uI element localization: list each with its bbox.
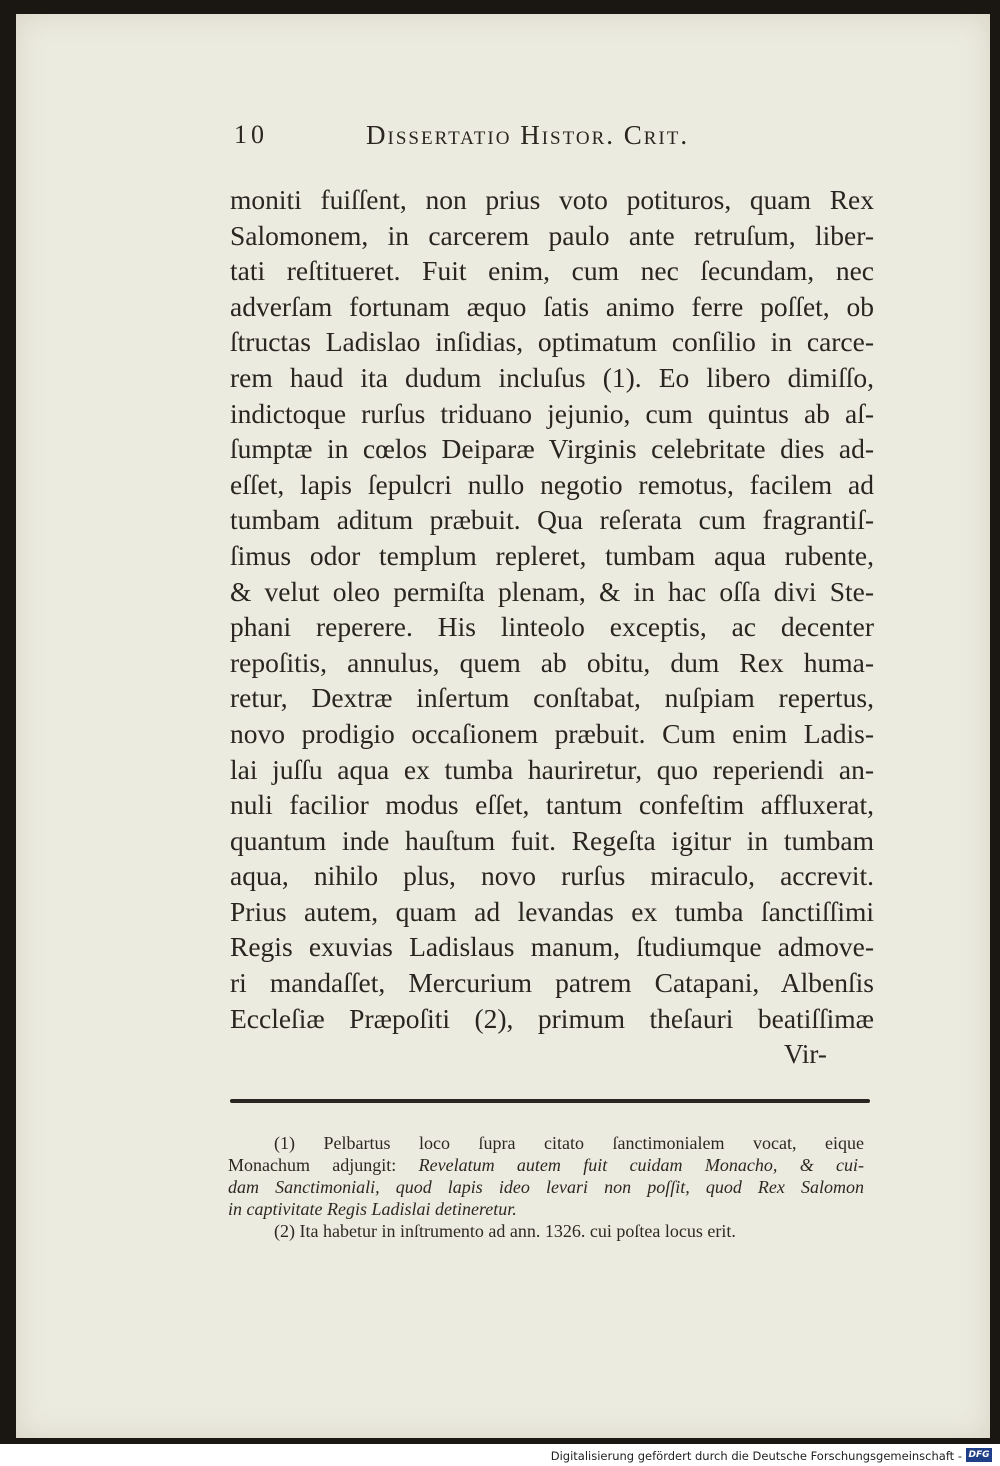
text-line: ſtructas Ladislao inſidias, optimatum conſilio in carce- (230, 326, 874, 358)
text-line: ſimus odor templum repleret, tumbam aqua rubente, (230, 539, 874, 571)
running-head-title: Dissertatio Histor. Crit. (366, 120, 690, 150)
text-line: ri mandaſſet, Mercurium patrem Catapani, Albenſis (230, 967, 874, 999)
footnote-1-line (228, 1154, 864, 1176)
text-line: aqua, nihilo plus, novo rurſus miraculo, accrevit. (230, 860, 874, 892)
main-text (230, 182, 874, 1036)
footnote-1-line: in captivitate Regis Ladislai detineretur. (228, 1199, 517, 1219)
text-line: rem haud ita dudum incluſus (1). Eo libero dimiſſo, (230, 361, 874, 393)
text-line: lai juſſu aqua ex tumba hauriretur, quo reperiendi an- (230, 753, 874, 785)
text-line: novo prodigio occaſionem præbuit. Cum enim Ladis- (230, 717, 874, 749)
footnote-1-quote: Revelatum autem fuit cuidam Monacho, & cui- (418, 1155, 864, 1175)
text-line: adverſam fortunam æquo ſatis animo ferre poſſet, ob (230, 290, 874, 322)
text-line: eſſet, lapis ſepulcri nullo negotio remotus, facilem ad (230, 468, 874, 500)
footnote-divider (230, 1099, 870, 1103)
text-line: tati reſtitueret. Fuit enim, cum nec ſecundam, nec (230, 255, 874, 287)
footnotes (228, 1132, 864, 1242)
running-head (234, 120, 874, 160)
text-line: retur, Dextræ inſertum conſtabat, nuſpiam repertus, (230, 682, 874, 714)
text-line: & velut oleo permiſta plenam, & in hac oſſa divi Ste- (230, 575, 874, 607)
page-number: 10 (234, 120, 268, 149)
text-line: repoſitis, annulus, quem ab obitu, dum Rex huma- (230, 646, 874, 678)
digitization-credit: Digitalisierung gefördert durch die Deutsche Forschungsgemeinschaft - (550, 1449, 962, 1463)
text-line: nuli facilior modus eſſet, tantum confeſtim affluxerat, (230, 789, 874, 821)
catchword: Vir- (784, 1039, 827, 1069)
footnote-1-roman: Monachum adjungit: (228, 1155, 397, 1175)
text-line: moniti fuiſſent, non prius voto potituros, quam Rex (230, 184, 874, 215)
text-line: Prius autem, quam ad levandas ex tumba ſanctiſſimi (230, 895, 874, 927)
text-line: Regis exuvias Ladislaus manum, ſtudiumque admove- (230, 931, 874, 963)
text-line: phani reperere. His linteolo exceptis, ac decenter (230, 611, 874, 643)
text-line: ſumptæ in cœlos Deiparæ Virginis celebritate dies ad- (230, 433, 874, 465)
footnote-2-line: (2) Ita habetur in inſtrumento ad ann. 1326. cui poſtea locus erit. (274, 1221, 736, 1241)
footnote-1-line: (1) Pelbartus loco ſupra citato ſanctimonialem vocat, eique (274, 1133, 864, 1153)
dfg-logo: DFG (966, 1448, 992, 1462)
text-line: Eccleſiæ Præpoſiti (2), primum theſauri beatiſſimæ (230, 1002, 874, 1034)
text-line: Salomonem, in carcerem paulo ante retruſum, liber- (230, 219, 874, 251)
text-line: tumbam aditum præbuit. Qua reſerata cum fragrantiſ- (230, 504, 874, 536)
text-line: quantum inde hauſtum fuit. Regeſta igitur in tumbam (230, 824, 874, 856)
footnote-1-line: dam Sanctimoniali, quod lapis ideo levari non poſſit, quod Rex Salomon (228, 1177, 864, 1197)
text-line: indictoque rurſus triduano jejunio, cum quintus ab aſ- (230, 397, 874, 429)
